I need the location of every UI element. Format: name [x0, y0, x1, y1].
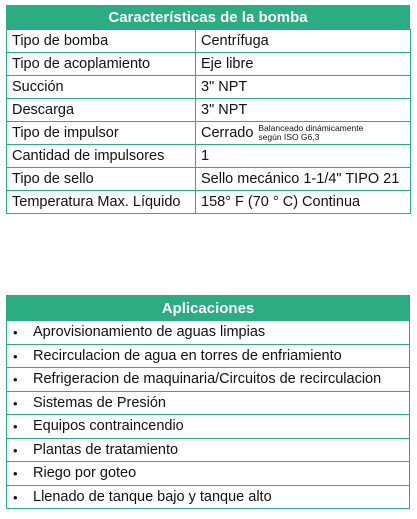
spec-value: Sello mecánico 1-1/4" TIPO 21 [196, 168, 411, 191]
pump-characteristics-title: Características de la bomba [6, 5, 410, 29]
list-item [7, 414, 409, 438]
bullet-icon: • [13, 372, 18, 387]
balancing-note [258, 124, 363, 142]
application-text: Refrigeracion de maquinaria/Circuitos de recirculacion [33, 371, 382, 387]
spec-value-with-note [196, 122, 411, 145]
spec-label: Temperatura Max. Líquido [7, 191, 196, 214]
balancing-note-line-1: Balanceado dinámicamente [258, 123, 364, 133]
bullet-icon: • [13, 489, 18, 505]
spec-label: Tipo de sello [7, 168, 196, 191]
bullet-icon: • [13, 442, 18, 458]
table-row [7, 30, 411, 53]
pump-characteristics-panel [6, 5, 410, 214]
table-row [7, 99, 411, 122]
spec-value: Eje libre [196, 53, 411, 76]
bullet-icon: • [13, 395, 18, 411]
table-row [7, 53, 411, 76]
spec-label: Descarga [7, 99, 196, 122]
spec-label: Succión [7, 76, 196, 99]
application-text: Recirculacion de agua en torres de enfriamiento [33, 347, 342, 364]
table-row [7, 76, 411, 99]
list-item [7, 461, 409, 485]
list-item [7, 438, 409, 462]
spec-label: Cantidad de impulsores [7, 145, 196, 168]
spec-value: 3" NPT [196, 99, 411, 122]
list-item [7, 320, 409, 344]
bullet-icon: • [13, 348, 18, 364]
table-row [7, 191, 411, 214]
spec-label: Tipo de bomba [7, 30, 196, 53]
application-text: Riego por goteo [33, 465, 137, 481]
bullet-icon: • [13, 419, 18, 434]
table-row [7, 168, 411, 191]
applications-list [6, 320, 410, 509]
list-item [7, 485, 409, 509]
application-text: Aprovisionamiento de aguas limpias [33, 324, 266, 340]
bullet-icon: • [13, 466, 18, 481]
application-text: Llenado de tanque bajo y tanque alto [33, 488, 272, 505]
application-text: Plantas de tratamiento [33, 441, 179, 458]
bullet-icon: • [13, 325, 18, 340]
table-row [7, 145, 411, 168]
spec-value: 3" NPT [196, 76, 411, 99]
spec-label: Tipo de impulsor [7, 122, 196, 145]
applications-title: Aplicaciones [6, 295, 410, 320]
spec-value: 158° F (70 ° C) Continua [196, 191, 411, 214]
list-item [7, 344, 409, 368]
spec-value: Cerrado [201, 124, 254, 141]
table-row [7, 122, 411, 145]
list-item [7, 391, 409, 415]
application-text: Sistemas de Presión [33, 394, 166, 411]
list-item [7, 367, 409, 391]
spec-value: Centrífuga [196, 30, 411, 53]
balancing-note-line-2: según ISO G6,3 [258, 132, 320, 142]
application-text: Equipos contraincendio [33, 418, 184, 434]
applications-panel [6, 295, 410, 509]
spec-label: Tipo de acoplamiento [7, 53, 196, 76]
pump-characteristics-table [6, 29, 411, 214]
spec-value: 1 [196, 145, 411, 168]
